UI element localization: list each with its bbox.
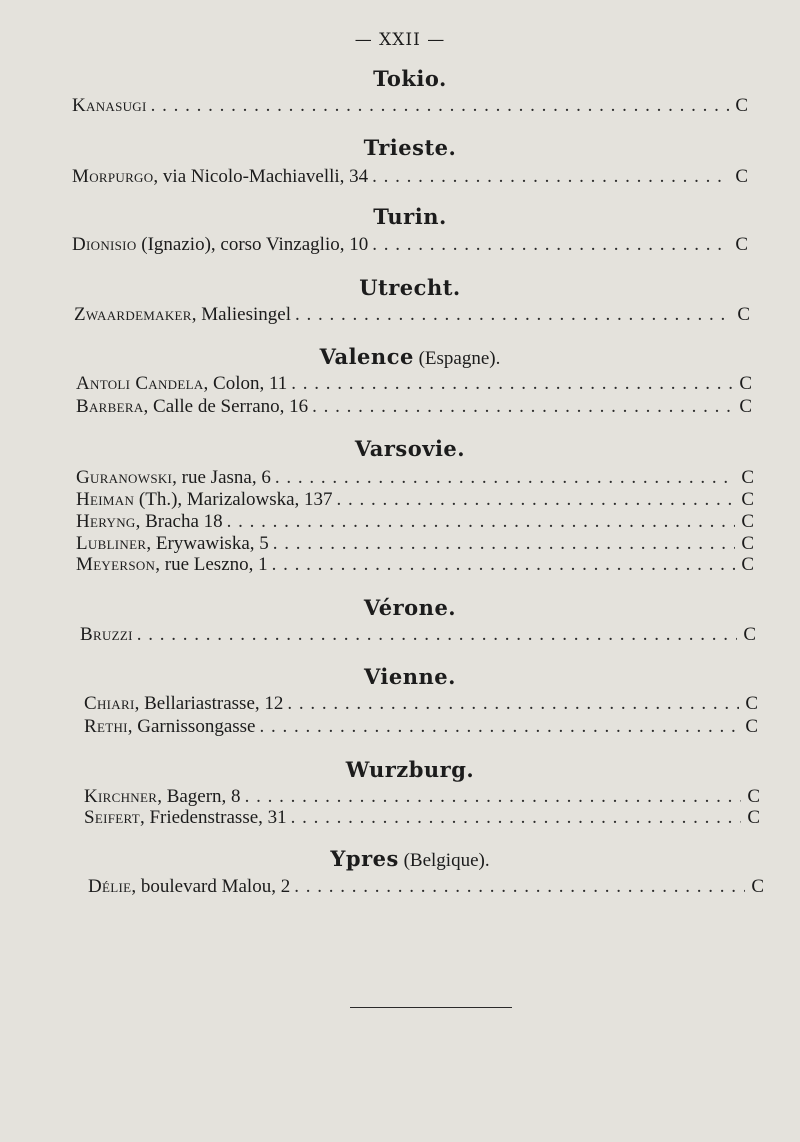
membership-code: C xyxy=(743,624,756,645)
dot-leader xyxy=(337,488,736,512)
dot-leader xyxy=(151,94,730,118)
entry-text xyxy=(76,488,333,512)
member-address: , Bagern, 8 xyxy=(157,786,241,807)
member-name: Antoli Candela xyxy=(76,373,204,394)
member-name: Heryng xyxy=(76,511,136,532)
dot-leader xyxy=(294,875,745,899)
city-name: Vienne. xyxy=(364,664,456,689)
member-name: Kirchner xyxy=(84,786,158,807)
entry-text xyxy=(72,165,368,189)
directory-entry xyxy=(72,94,748,118)
member-address: , via Nicolo-Machiavelli, 34 xyxy=(153,166,369,187)
member-name: Guranowski xyxy=(76,467,173,488)
closing-rule xyxy=(350,1007,512,1008)
member-name: Morpurgo xyxy=(72,166,154,187)
member-address: , boulevard Malou, 2 xyxy=(131,876,291,897)
city-heading xyxy=(0,344,800,370)
membership-code: C xyxy=(741,467,754,488)
entry-text xyxy=(88,875,290,899)
member-address: , Bellariastrasse, 12 xyxy=(134,693,284,714)
city-name: Varsovie. xyxy=(354,436,466,461)
membership-code: C xyxy=(747,807,760,828)
dot-leader xyxy=(275,466,735,490)
member-name: Dionisio xyxy=(72,234,137,255)
city-heading xyxy=(0,757,800,782)
membership-code: C xyxy=(737,304,750,325)
entry-text xyxy=(72,94,147,118)
city-heading xyxy=(0,66,800,91)
entry-text xyxy=(76,466,271,490)
city-heading xyxy=(0,135,800,160)
city-heading xyxy=(0,595,800,620)
entry-text xyxy=(84,692,283,716)
city-heading xyxy=(0,846,800,872)
entry-text xyxy=(84,806,287,830)
country-note: (Espagne). xyxy=(413,348,501,369)
dot-leader xyxy=(295,303,731,327)
membership-code: C xyxy=(745,716,758,737)
member-address: (Th.), Marizalowska, 137 xyxy=(134,489,333,510)
directory-entry xyxy=(76,466,754,490)
directory-entry xyxy=(84,692,758,716)
dot-leader xyxy=(291,806,742,830)
dot-leader xyxy=(259,715,739,739)
directory-entry xyxy=(80,623,756,647)
membership-code: C xyxy=(741,533,754,554)
city-name: Valence xyxy=(319,344,414,369)
membership-code: C xyxy=(747,786,760,807)
city-heading xyxy=(0,436,800,461)
entry-text xyxy=(72,233,368,257)
entry-text xyxy=(76,372,287,396)
city-name: Turin. xyxy=(373,204,447,229)
entry-text xyxy=(84,715,255,739)
member-name: Barbera xyxy=(76,396,144,417)
city-heading xyxy=(0,664,800,689)
member-name: Zwaardemaker xyxy=(74,304,192,325)
city-name: Ypres xyxy=(330,846,399,871)
member-name: Chiari xyxy=(84,693,135,714)
directory-entry xyxy=(74,303,750,327)
member-address: , Bracha 18 xyxy=(135,511,223,532)
directory-entry xyxy=(88,875,764,899)
page-number: — XXII — xyxy=(354,30,446,50)
dot-leader xyxy=(272,553,736,577)
dot-leader xyxy=(137,623,738,647)
directory-entry xyxy=(84,806,760,830)
dot-leader xyxy=(291,372,733,396)
city-heading xyxy=(0,275,800,300)
entry-text xyxy=(74,303,291,327)
membership-code: C xyxy=(741,489,754,510)
city-name: Tokio. xyxy=(373,66,447,91)
directory-entry xyxy=(84,715,758,739)
member-address: , Colon, 11 xyxy=(203,373,288,394)
dot-leader xyxy=(372,165,729,189)
entry-text xyxy=(80,623,133,647)
city-name: Utrecht. xyxy=(359,275,461,300)
dot-leader xyxy=(312,395,733,419)
membership-code: C xyxy=(751,876,764,897)
member-address: , Garnissongasse xyxy=(127,716,256,737)
member-name: Rethi xyxy=(84,716,128,737)
city-heading xyxy=(0,204,800,229)
entry-text xyxy=(76,553,268,577)
member-name: Heiman xyxy=(76,489,135,510)
directory-entry xyxy=(76,395,752,419)
membership-code: C xyxy=(741,511,754,532)
member-address: , Maliesingel xyxy=(191,304,291,325)
member-address: , Erywawiska, 5 xyxy=(146,533,269,554)
directory-entry xyxy=(72,165,748,189)
membership-code: C xyxy=(741,554,754,575)
country-note: (Belgique). xyxy=(398,850,490,871)
member-address: , rue Leszno, 1 xyxy=(155,554,268,575)
entry-text xyxy=(76,510,223,534)
dot-leader xyxy=(287,692,739,716)
member-address: , Calle de Serrano, 16 xyxy=(143,396,309,417)
membership-code: C xyxy=(735,95,748,116)
directory-entry xyxy=(72,233,748,257)
membership-code: C xyxy=(735,166,748,187)
directory-entry xyxy=(76,553,754,577)
member-name: Bruzzi xyxy=(80,624,133,645)
member-address: (Ignazio), corso Vinzaglio, 10 xyxy=(136,234,369,255)
dot-leader xyxy=(372,233,729,257)
member-name: Kanasugi xyxy=(72,95,147,116)
directory-entry xyxy=(76,488,754,512)
city-name: Wurzburg. xyxy=(345,757,475,782)
entry-text xyxy=(76,395,308,419)
membership-code: C xyxy=(745,693,758,714)
member-name: Meyerson xyxy=(76,554,156,575)
membership-code: C xyxy=(735,234,748,255)
dot-leader xyxy=(227,510,736,534)
member-address: , Friedenstrasse, 31 xyxy=(139,807,287,828)
membership-code: C xyxy=(739,373,752,394)
membership-code: C xyxy=(739,396,752,417)
member-name: Lubliner xyxy=(76,533,147,554)
directory-entry xyxy=(76,372,752,396)
directory-entry xyxy=(76,510,754,534)
city-name: Vérone. xyxy=(363,595,457,620)
member-name: Délie xyxy=(88,876,132,897)
city-name: Trieste. xyxy=(363,135,457,160)
member-address: , rue Jasna, 6 xyxy=(172,467,271,488)
member-name: Seifert xyxy=(84,807,140,828)
